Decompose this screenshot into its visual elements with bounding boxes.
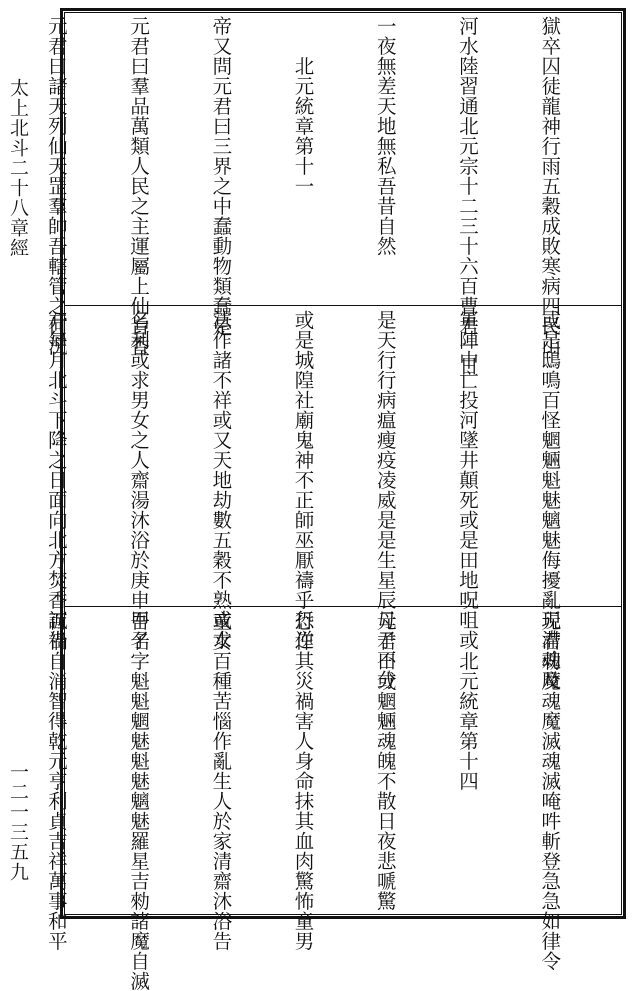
text-column: 是天行行病瘟瘦疫凌威是是生星辰母子不分 [373, 310, 397, 690]
text-column: 元君曰諸天列仙天罡羣帥吾轄管之何況 [44, 16, 68, 356]
text-column: 一夜無差天地無私吾昔自然 [373, 16, 397, 256]
text-column: 百禍自消智得乾元亨利貞吉祥萬事和平 [44, 611, 68, 951]
panel-columns [0, 611, 618, 991]
chapter-heading: 北元統章第十一 [291, 16, 315, 196]
text-column: 名利或求男女之人齋湯沐浴於庚申甲子 [127, 310, 151, 650]
text-column: 吾名字魁魁魍魅魁魅魑魅羅星吉勑諸魔自滅 [127, 611, 151, 991]
text-column: 元君曰或魍魎魂魄不散日夜悲嗁驚 [373, 611, 397, 911]
text-column: 或是鴟鳴百怪魍魎魁魅魑魅侮擾亂現滯魂及 [538, 310, 562, 690]
text-panel-middle [44, 310, 618, 690]
text-column: 童女百種苦惱作亂生人於家清齋沐浴告 [209, 611, 233, 951]
text-column: 并每月北斗下降之日面向北方焚香誠告 [44, 310, 68, 650]
book-title: 太上北斗二十八章經 [7, 78, 29, 258]
text-panel-lower [44, 611, 618, 991]
text-column: 軍陣中亡投河墜井顛死或是田地呪咀或 [455, 310, 479, 650]
text-column: 河水陸習通北元宗十二三十六百曹君一日 [455, 16, 479, 376]
page-number: 一二一三五九 [7, 762, 29, 882]
text-column: 獄卒囚徒龍神行雨五穀成敗寒病四民山 [538, 16, 562, 356]
text-column: 元君勑魔魂魔滅魂滅唵吽斬登急急如律令 [538, 611, 562, 971]
panel-columns [0, 16, 618, 376]
text-column: 或是城隍社廟鬼神不正師巫厭禱乎行逆 [291, 310, 315, 650]
text-column: 元君曰羣品萬類人民之主運屬上仙旨香 [127, 16, 151, 356]
chapter-heading: 北元統章第十四 [455, 611, 479, 791]
text-panel-upper [44, 16, 618, 376]
text-column: 法作諸不祥或又天地劫數五穀不熟或求 [209, 310, 233, 650]
text-column: 帝又問元君曰三界之中蠢動物類蠢是 [209, 16, 233, 336]
panel-columns [0, 310, 618, 690]
text-column: 恐作其災禍害人身命抹其血肉驚怖童男 [291, 611, 315, 951]
